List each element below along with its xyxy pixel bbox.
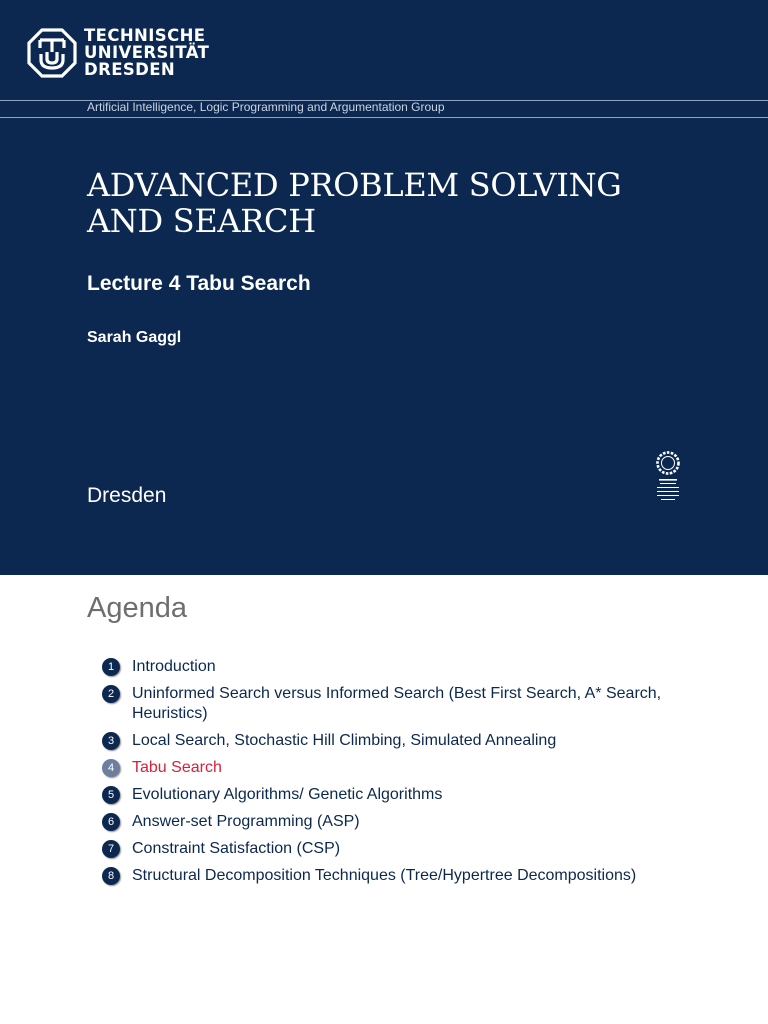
agenda-item-text-4: Tabu Search xyxy=(132,759,222,776)
lecture-title: Lecture 4 Tabu Search xyxy=(87,272,311,295)
tud-logo-icon xyxy=(27,28,77,78)
agenda-item-5 xyxy=(102,785,702,805)
agenda-item-text-7: Constraint Satisfaction (CSP) xyxy=(132,840,341,857)
agenda-item-2 xyxy=(102,684,702,724)
author-name: Sarah Gaggl xyxy=(87,329,182,346)
agenda-bullet-6: 6 xyxy=(102,813,120,831)
agenda-bullet-8: 8 xyxy=(102,867,120,885)
agenda-item-text-6: Answer-set Programming (ASP) xyxy=(132,813,360,830)
city-name: Dresden xyxy=(87,484,167,507)
agenda-list xyxy=(102,657,702,893)
agenda-bullet-2: 2 xyxy=(102,685,120,703)
header-rule-bottom xyxy=(0,117,768,118)
agenda-item-3 xyxy=(102,731,702,751)
agenda-item-text-1: Introduction xyxy=(132,658,216,675)
university-name-line-2: UNIVERSITÄT xyxy=(84,43,210,62)
university-name-line-1: TECHNISCHE xyxy=(84,26,206,45)
agenda-item-1 xyxy=(102,657,702,677)
course-title-line-1: ADVANCED PROBLEM SOLVING xyxy=(87,166,622,204)
agenda-bullet-7: 7 xyxy=(102,840,120,858)
agenda-item-text-5: Evolutionary Algorithms/ Genetic Algorithms xyxy=(132,786,443,803)
course-title-line-2: AND SEARCH xyxy=(87,202,316,240)
agenda-item-6 xyxy=(102,812,702,832)
dresden-seal-icon xyxy=(652,450,684,504)
agenda-item-8 xyxy=(102,866,702,886)
agenda-item-4-current xyxy=(102,758,702,778)
agenda-bullet-4: 4 xyxy=(102,759,120,777)
agenda-slide xyxy=(0,575,768,1024)
university-name-line-3: DRESDEN xyxy=(84,60,176,79)
agenda-title: Agenda xyxy=(87,592,187,624)
group-name: Artificial Intelligence, Logic Programming and Argumentation Group xyxy=(87,100,445,114)
agenda-item-text-2: Uninformed Search versus Informed Search (Best First Search, A* Search, Heuristics) xyxy=(132,685,662,722)
agenda-item-text-3: Local Search, Stochastic Hill Climbing, Simulated Annealing xyxy=(132,732,557,749)
course-title xyxy=(87,167,727,239)
agenda-bullet-5: 5 xyxy=(102,786,120,804)
agenda-item-7 xyxy=(102,839,702,859)
agenda-bullet-3: 3 xyxy=(102,732,120,750)
agenda-item-text-8: Structural Decomposition Techniques (Tree/Hypertree Decompositions) xyxy=(132,867,637,884)
agenda-bullet-1: 1 xyxy=(102,658,120,676)
